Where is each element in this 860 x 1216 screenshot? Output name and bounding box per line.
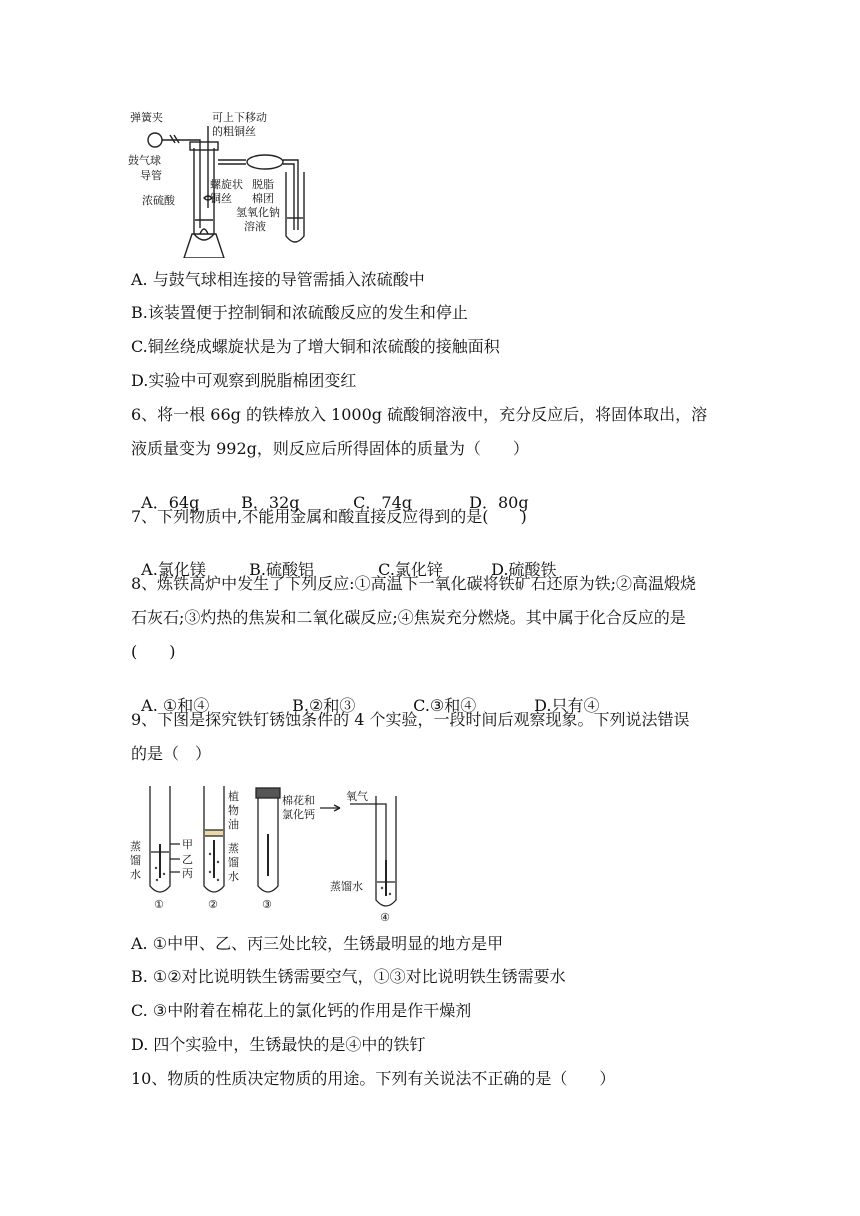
label-movable-wire-2: 的粗铜丝 <box>212 125 256 138</box>
label-tube1-water-2: 馏 <box>130 854 141 867</box>
q8-option-c: C.③和④ <box>413 696 477 715</box>
label-jia: 甲 <box>182 838 193 851</box>
label-oil-1: 植 <box>228 790 239 803</box>
q6-option-a: A．64g <box>141 493 200 512</box>
q8-option-a: A. ①和④ <box>141 696 210 715</box>
q9-stem-line-1: 9、下图是探究铁钉锈蚀条件的 4 个实验，一段时间后观察现象。下列说法错误 <box>131 710 690 729</box>
label-oil-2: 物 <box>228 804 239 817</box>
label-tube2-water-1: 蒸 <box>228 842 239 855</box>
q9-option-d: D. 四个实验中，生锈最快的是④中的铁钉 <box>131 1035 426 1054</box>
label-spiral-2: 铜丝 <box>210 192 232 205</box>
q7-option-c: C.氯化锌 <box>378 560 443 579</box>
label-acid: 浓硫酸 <box>142 194 175 207</box>
q6-option-d: D．80g <box>469 493 529 512</box>
label-cotton-2: 棉团 <box>252 192 274 205</box>
q9-option-a: A. ①中甲、乙、丙三处比较，生锈最明显的地方是甲 <box>131 934 504 953</box>
label-naoh-1: 氢氧化钠 <box>236 206 280 219</box>
q9-option-b: B. ①②对比说明铁生锈需要空气，①③对比说明铁生锈需要水 <box>131 967 566 986</box>
label-bing: 丙 <box>182 867 193 880</box>
label-tube2-water-2: 馏 <box>228 856 239 869</box>
q10-stem: 10、物质的性质决定物质的用途。下列有关说法不正确的是（ ） <box>131 1069 616 1088</box>
q6-stem-line-2: 液质量变为 992g，则反应后所得固体的质量为（ ） <box>131 439 529 458</box>
q5-option-b: B.该装置便于控制铜和浓硫酸反应的发生和停止 <box>131 303 468 322</box>
label-tube1-water-3: 水 <box>130 868 141 881</box>
q9-rust-experiment-figure <box>130 782 420 922</box>
label-tube-number-1: ① <box>154 898 164 911</box>
label-oil-3: 油 <box>228 818 239 831</box>
label-tube2-water-3: 水 <box>228 870 239 883</box>
q7-option-a: A.氯化镁 <box>141 560 206 579</box>
q6-option-c: C．74g <box>353 493 413 512</box>
label-tube-number-4: ④ <box>380 911 390 922</box>
q5-option-a: A. 与鼓气球相连接的导管需插入浓硫酸中 <box>131 270 425 289</box>
q9-stem-line-2: 的是（ ） <box>131 744 212 763</box>
label-tube1-water-1: 蒸 <box>130 840 141 853</box>
label-naoh-2: 溶液 <box>244 220 266 233</box>
q6-option-b: B．32g <box>241 493 300 512</box>
label-movable-wire-1: 可上下移动 <box>212 111 267 124</box>
label-tube: 导管 <box>140 169 162 182</box>
tube-3-stopper <box>256 788 280 798</box>
q8-stem-line-1: 8、炼铁高炉中发生了下列反应:①高温下一氧化碳将铁矿石还原为铁;②高温煅烧 <box>131 574 696 593</box>
q6-stem-line-1: 6、将一根 66g 的铁棒放入 1000g 硫酸铜溶液中，充分反应后，将固体取出，溶 <box>131 405 708 424</box>
label-cotton-1: 棉花和 <box>282 794 315 807</box>
label-tube4-water: 蒸馏水 <box>330 880 363 893</box>
q7-option-b: B.硫酸铝 <box>249 560 315 579</box>
q8-stem-line-2: 石灰石;③灼热的焦炭和二氧化碳反应;④焦炭充分燃烧。其中属于化合反应的是 <box>131 608 686 627</box>
label-spiral-1: 螺旋状 <box>210 178 243 191</box>
alcohol-lamp-shape <box>184 234 224 258</box>
label-yi: 乙 <box>182 853 193 866</box>
label-oxygen: 氧气 <box>346 790 368 803</box>
label-cotton-2: 氯化钙 <box>282 808 315 821</box>
cotton-ball-shape <box>247 155 283 169</box>
label-cotton-1: 脱脂 <box>252 178 274 191</box>
q5-option-c: C.铜丝绕成螺旋状是为了增大铜和浓硫酸的接触面积 <box>131 337 500 356</box>
q9-option-c: C. ③中附着在棉花上的氯化钙的作用是作干燥剂 <box>131 1001 472 1020</box>
label-air-bulb: 鼓气球 <box>128 154 161 167</box>
label-tube-number-2: ② <box>208 898 218 911</box>
q7-option-d: D.硫酸铁 <box>491 560 557 579</box>
q8-stem-line-3: ( ) <box>131 642 176 661</box>
label-spring-clip: 弹簧夹 <box>130 111 163 124</box>
label-tube-number-3: ③ <box>262 898 272 911</box>
naoh-tube-shape <box>286 172 304 242</box>
q8-option-d: D.只有④ <box>534 696 600 715</box>
q8-option-b: B.②和③ <box>292 696 356 715</box>
q7-stem: 7、下列物质中,不能用金属和酸直接反应得到的是( ) <box>131 507 527 526</box>
q5-apparatus-figure <box>128 108 328 258</box>
q5-option-d: D.实验中可观察到脱脂棉团变红 <box>131 371 357 390</box>
air-bulb-shape <box>148 133 162 147</box>
